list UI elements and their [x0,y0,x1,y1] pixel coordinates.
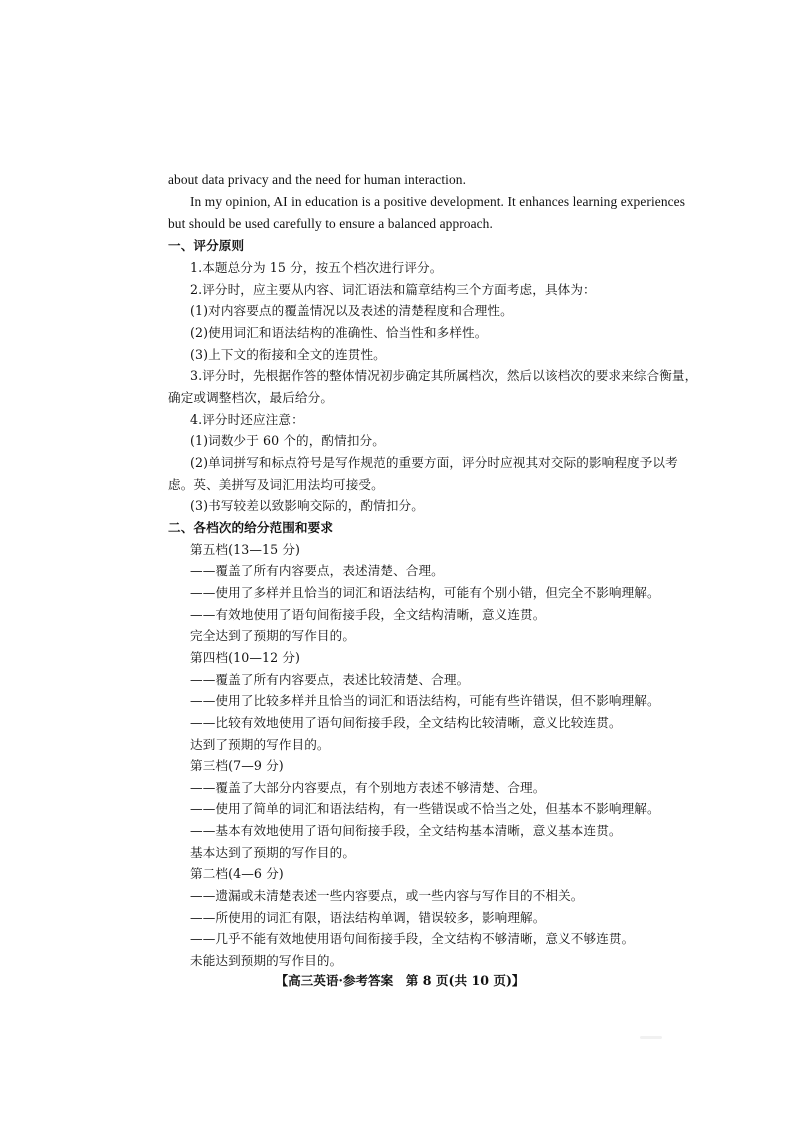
section-2-heading: 二、各档次的给分范围和要求 [168,520,334,535]
rule-item: (2)单词拼写和标点符号是写作规范的重要方面，评分时应视其对交际的影响程度予以考 [190,455,678,470]
level-summary: 完全达到了预期的写作目的。 [190,628,356,643]
level-criterion: ——使用了多样并且恰当的词汇和语法结构，可能有个别小错，但完全不影响理解。 [190,585,660,600]
rule-item: 3.评分时，先根据作答的整体情况初步确定其所属档次，然后以该档次的要求来综合衡量， [190,368,698,383]
level-criterion: ——有效地使用了语句间衔接手段，全文结构清晰，意义连贯。 [190,607,546,622]
essay-line-3: but should be used carefully to ensure a balanced approach. [168,216,493,231]
level-criterion: ——覆盖了所有内容要点，表述清楚、合理。 [190,563,444,578]
rule-item: 2.评分时，应主要从内容、词汇语法和篇章结构三个方面考虑，具体为： [190,282,596,297]
page-footer: 【高三英语·参考答案 第 8 页(共 10 页)】 [275,973,525,988]
level-summary: 未能达到预期的写作目的。 [190,953,343,968]
level-criterion: ——覆盖了所有内容要点，表述比较清楚、合理。 [190,672,470,687]
level-criterion: ——所使用的词汇有限，语法结构单调，错误较多，影响理解。 [190,910,546,925]
rule-item: (3)上下文的衔接和全文的连贯性。 [190,347,386,362]
rule-item: 4.评分时还应注意： [190,412,304,427]
rule-item: 确定或调整档次，最后给分。 [168,390,334,405]
section-1-heading: 一、评分原则 [168,238,245,253]
level-criterion: ——遗漏或未清楚表述一些内容要点，或一些内容与写作目的不相关。 [190,888,584,903]
essay-line-2: In my opinion, AI in education is a positive development. It enhances learning experiences [190,194,686,209]
level-criterion: ——几乎不能有效地使用语句间衔接手段，全文结构不够清晰，意义不够连贯。 [190,931,635,946]
essay-line-1: about data privacy and the need for human interaction. [168,172,467,187]
level-summary: 达到了预期的写作目的。 [190,737,330,752]
level-criterion: ——使用了简单的词汇和语法结构，有一些错误或不恰当之处，但基本不影响理解。 [190,801,660,816]
level-title: 第三档(7—9 分) [190,758,284,773]
level-criterion: ——比较有效地使用了语句间衔接手段，全文结构比较清晰，意义比较连贯。 [190,715,622,730]
level-criterion: ——覆盖了大部分内容要点，有个别地方表述不够清楚、合理。 [190,780,546,795]
rule-item: (1)词数少于 60 个的，酌情扣分。 [190,433,385,448]
rule-item: (1)对内容要点的覆盖情况以及表述的清楚程度和合理性。 [190,303,513,318]
level-title: 第四档(10—12 分) [190,650,301,665]
rule-item: 1.本题总分为 15 分，按五个档次进行评分。 [190,260,443,275]
scan-smudge [640,1036,662,1039]
level-criterion: ——使用了比较多样并且恰当的词汇和语法结构，可能有些许错误，但不影响理解。 [190,693,660,708]
rule-item: (3)书写较差以致影响交际的，酌情扣分。 [190,498,424,513]
level-title: 第五档(13—15 分) [190,542,301,557]
rule-item: 虑。英、美拼写及词汇用法均可接受。 [168,477,384,492]
rule-item: (2)使用词汇和语法结构的准确性、恰当性和多样性。 [190,325,488,340]
level-criterion: ——基本有效地使用了语句间衔接手段，全文结构基本清晰，意义基本连贯。 [190,823,622,838]
level-title: 第二档(4—6 分) [190,866,284,881]
level-summary: 基本达到了预期的写作目的。 [190,845,356,860]
